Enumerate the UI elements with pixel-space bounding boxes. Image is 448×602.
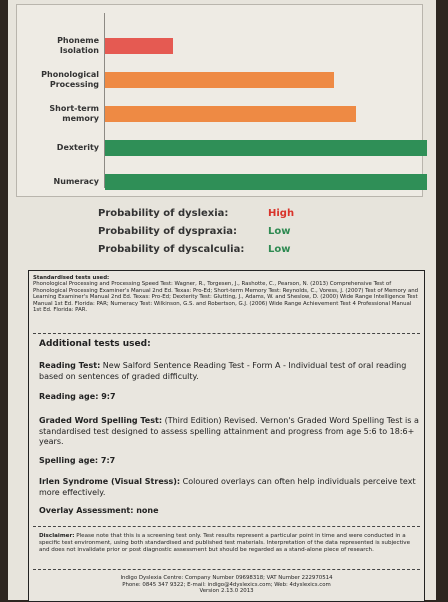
overlay-assessment: Overlay Assessment: none (39, 506, 159, 515)
spelling-age: Spelling age: 7:7 (39, 456, 116, 465)
footer-version: Version 2.13.0 2013 (199, 588, 254, 595)
irlen-syndrome (39, 477, 419, 498)
chart-category-label: Numeracy (53, 177, 99, 186)
chart-row-phonological-processing (17, 65, 422, 95)
standardised-tests-text: Phonological Processing and Processing Speed Test: Wagner, R., Torgesen, J., Rashotte, C., Pearson, N. (2013) Comprehensive Test of Phonological Processing Examiner's Manual 2nd Ed. Texas: Pro-Ed; Short-term Memory Test: Reynolds, C., Voress, J. (2007) Test of Memory and Learning Examiner's Manual 2nd Ed. Texas: Pro-Ed; Dexterity Test: Glutting, J., Adams, W. and Sheslow, D. (2000) Wide Range Intelligence Test Manual 1st Ed. Florida: PAR; Numeracy Test: Wilkinson, G.S. and Robertson, G.J. (2006) Wide Range Achievement Test 4 Professional Manual 1st Ed. Florida: PAR. (33, 281, 419, 314)
chart-bar-short-term-memory (105, 106, 356, 122)
spelling-test-text: (Third Edition) Revised. Vernon's Graded Word Spelling Test is a standardised test designed to assess spelling attainment and progress from age 5:6 to 18:6+ years. (39, 416, 419, 446)
footer-contact: Phone: 0845 347 9322; E-mail: indigo@4dyslexics.com; Web: 4dyslexics.com (122, 581, 331, 588)
spelling-test (39, 416, 419, 448)
standardised-tests (33, 275, 420, 313)
probability-value: High (268, 208, 295, 219)
reading-test-label: Reading Test: (39, 361, 101, 370)
chart-bar-phoneme-isolation (105, 38, 173, 54)
reading-test (39, 361, 419, 382)
divider (33, 526, 420, 527)
chart-row-short-term-memory (17, 99, 422, 129)
disclaimer-label: Disclaimer: (39, 533, 75, 539)
chart-bar-numeracy (105, 174, 427, 190)
probability-value: Low (268, 244, 291, 255)
chart-bar-dexterity (105, 140, 427, 156)
disclaimer-text: Please note that this is a screening test only. Test results represent a particular point in time and were conducted in a specific test environment, using both standardised and published test materials. Interpretation of the data represented is subjective and does not invalidate prior or post diagnostic assessment but should be regarded as a stand-alone piece of research. (39, 533, 411, 553)
irlen-text: Coloured overlays can often help individuals perceive text more effectively. (39, 477, 416, 497)
footer-company: Indigo Dyslexia Centre: Company Number 09698318; VAT Number 222970514 (120, 575, 333, 581)
skills-bar-chart (16, 4, 423, 197)
probability-value: Low (268, 226, 291, 237)
chart-category-label: Phonological Processing (41, 70, 99, 89)
spelling-test-label: Graded Word Spelling Test: (39, 416, 163, 425)
footer (29, 575, 424, 595)
divider (33, 569, 420, 570)
additional-tests-heading: Additional tests used: (39, 339, 151, 349)
disclaimer (39, 533, 417, 553)
chart-row-numeracy (17, 167, 422, 197)
probability-label: Probability of dyslexia: (98, 208, 229, 219)
reading-age: Reading age: 9:7 (39, 392, 116, 401)
report-page (8, 0, 436, 600)
chart-row-dexterity (17, 133, 422, 163)
reading-test-text: New Salford Sentence Reading Test - Form A - Individual test of oral reading based on sentences of graded difficulty. (39, 361, 407, 381)
chart-row-phoneme-isolation (17, 31, 422, 61)
divider (33, 333, 420, 334)
chart-category-label: Phoneme Isolation (57, 36, 99, 55)
tests-section (28, 270, 425, 602)
chart-category-label: Short-term memory (49, 104, 99, 123)
irlen-label: Irlen Syndrome (Visual Stress): (39, 477, 181, 486)
chart-bar-phonological-processing (105, 72, 334, 88)
chart-category-label: Dexterity (56, 143, 99, 152)
probability-label: Probability of dyspraxia: (98, 226, 238, 237)
probability-label: Probability of dyscalculia: (98, 244, 245, 255)
standardised-tests-title: Standardised tests used: (33, 275, 110, 281)
